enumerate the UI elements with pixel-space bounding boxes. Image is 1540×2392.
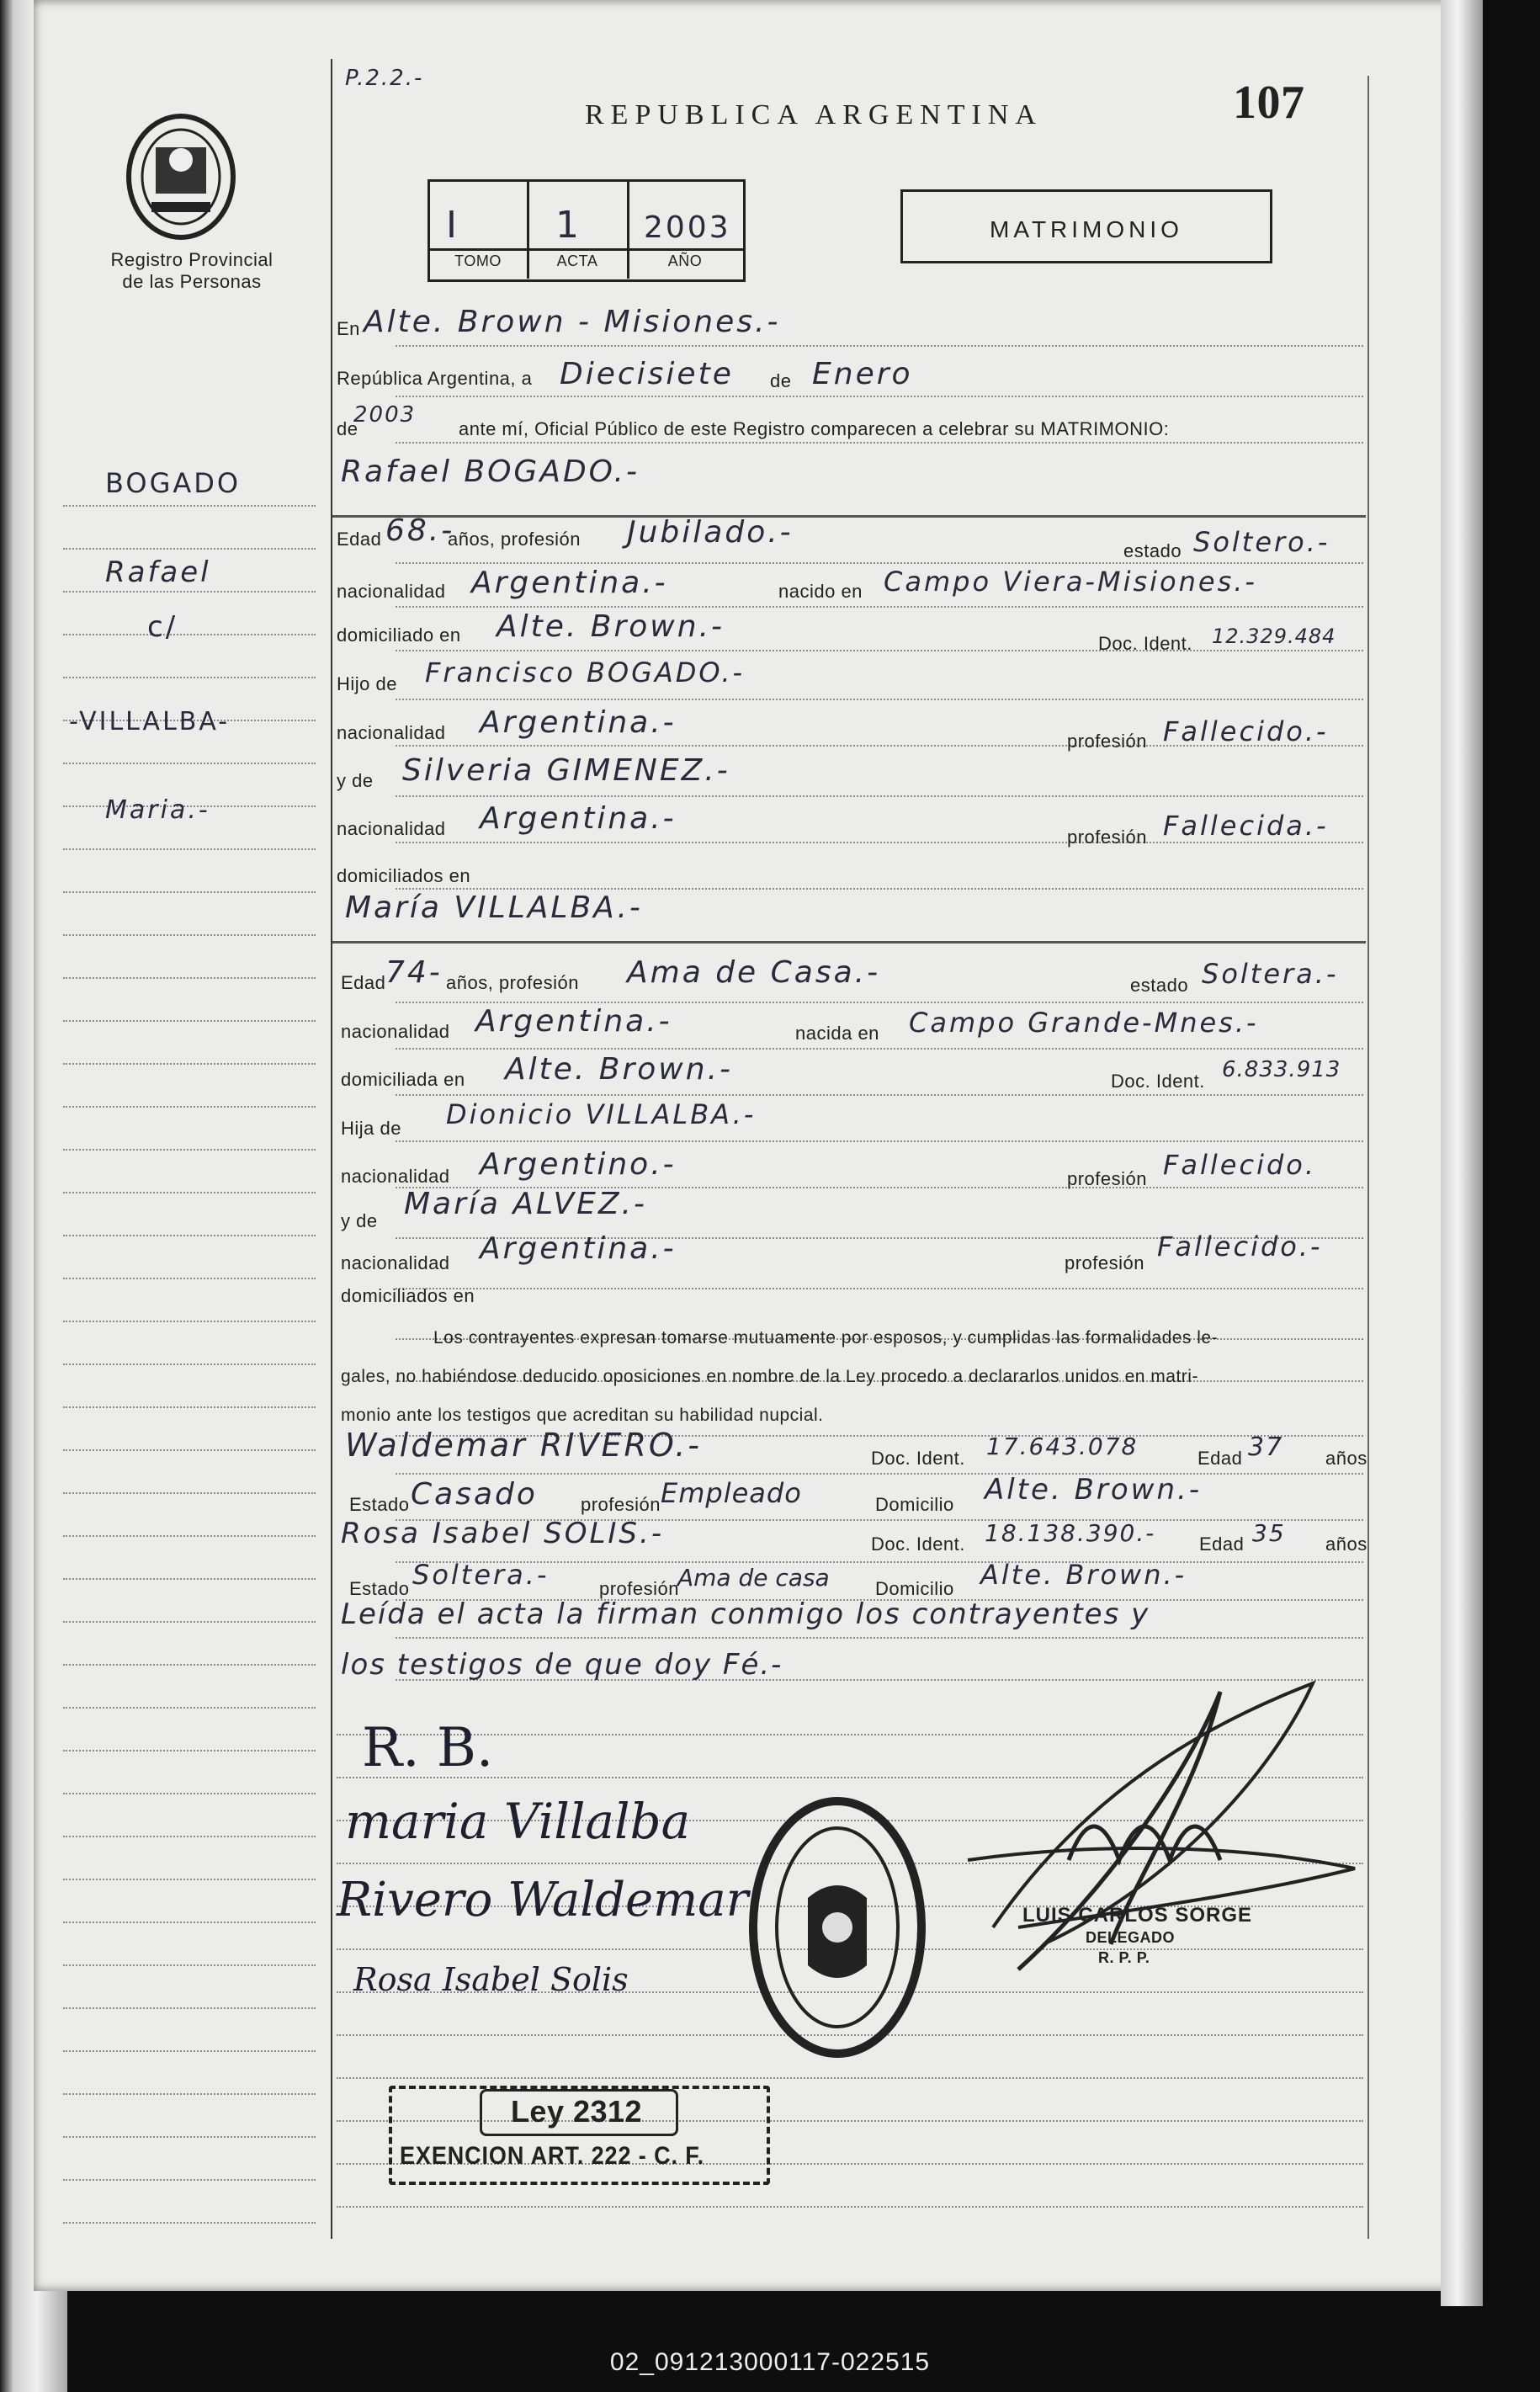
witness2-edad: 35 [1252,1519,1286,1547]
ante-text: ante mí, Oficial Público de este Registro comparecen a celebrar su MATRIMONIO: [459,418,1170,439]
groom-hijo-label: Hijo de [337,673,397,694]
form-line [337,2206,1363,2208]
groom-domiciliado-label: domiciliado en [337,625,461,646]
section-rule [332,515,1366,518]
bride-domiciliada-label: domiciliada en [341,1069,465,1090]
margin-note-surname: BOGADO [105,467,242,499]
bride-estado: Soltera.- [1202,958,1339,990]
groom-nacionalidad: Argentina.- [471,566,668,600]
groom-edad: 68.- [385,513,455,548]
witness1-profesion: Empleado [661,1477,802,1509]
en-value: Alte. Brown - Misiones.- [364,305,781,339]
form-line [396,396,1363,397]
bride-signature: maria Villalba [345,1793,691,1850]
registry-name: Registro Provincial de las Personas [110,249,273,292]
margin-line [63,2136,316,2138]
witness1-estado-label: Estado [349,1494,410,1515]
witness1-signature: Rivero Waldemar [337,1873,749,1927]
margin-line [63,1879,316,1880]
margin-line [63,1922,316,1923]
margin-line [63,891,316,893]
margin-line [63,1149,316,1151]
witness2-estado: Soltera.- [412,1559,550,1591]
margin-line [63,1964,316,1966]
form-line [396,842,1363,843]
margin-line [63,1707,316,1709]
official-stamp-name: LUIS CARLOS SORGE [1022,1904,1253,1927]
margin-line [63,1578,316,1580]
form-line [396,795,1363,797]
margin-line [63,634,316,635]
form-line [396,442,1363,444]
mes-value: Enero [812,357,913,391]
tomo-value: I [446,204,459,247]
margin-line [63,1750,316,1751]
margin-line [63,934,316,936]
witness1-edad-label: Edad [1197,1448,1243,1469]
witness2-doc-label: Doc. Ident. [871,1534,965,1555]
declaration-line: gales, no habiéndose deducido oposiciones en nombre de la Ley procedo a declararlos unidos en matri- [341,1367,1198,1386]
margin-line [63,1535,316,1537]
bride-madre-prof: Fallecido.- [1157,1231,1323,1262]
margin-line [63,1449,316,1451]
form-line [396,1473,1363,1475]
provincial-seal-icon [118,109,244,244]
form-line [337,2077,1363,2079]
groom-nacionalidad-label: nacionalidad [337,581,446,602]
witness1-doc: 17.643.078 [986,1433,1139,1460]
bride-profesion: Ama de Casa.- [627,955,881,990]
bride-padre-prof: Fallecido. [1163,1149,1317,1181]
margin-line [63,1020,316,1022]
bride-padre-prof-label: profesión [1067,1168,1148,1189]
declaration-line: monio ante los testigos que acreditan su habilidad nupcial. [341,1406,824,1425]
declaration-line: Los contrayentes expresan tomarse mutuamente por esposos, y cumplidas las formalidades le- [433,1328,1219,1347]
bride-padre-nac: Argentino.- [480,1147,677,1182]
groom-madre-nac-label: nacionalidad [337,818,446,839]
form-line [396,1288,1363,1289]
bride-nacida-label: nacida en [795,1023,879,1044]
form-line [396,562,1363,564]
margin-note-bride-surname: -VILLALBA- [69,707,231,736]
margin-note-conj: c/ [147,610,178,644]
pencil-note: P.2.2.- [345,66,424,91]
bride-yde-label: y de [341,1210,378,1231]
witness2-estado-label: Estado [349,1578,410,1599]
section-rule [332,941,1366,944]
bride-domiciliados-label: domiciliados en [341,1285,475,1306]
groom-madre-prof-label: profesión [1067,827,1148,848]
groom-padre-prof-label: profesión [1067,731,1148,752]
page-number: 107 [1233,77,1305,129]
groom-nacido: Campo Viera-Misiones.- [884,566,1257,598]
witness1-anos-label: años [1325,1448,1367,1469]
margin-line [63,2222,316,2224]
groom-edad-label: Edad [337,529,382,550]
act-type: MATRIMONIO [990,216,1183,242]
groom-estado: Soltero.- [1193,526,1330,558]
witness1-domicilio: Alte. Brown.- [985,1473,1203,1507]
tax-stamp-exemption: EXENCION ART. 222 - C. F. [400,2142,705,2170]
closing-line: Leída el acta la firman conmigo los contrayentes y [341,1597,1150,1631]
groom-doc-label: Doc. Ident. [1098,633,1192,654]
bride-profesion-label: años, profesión [446,972,579,993]
bride-doc: 6.833.913 [1222,1057,1341,1082]
witness1-edad: 37 [1248,1433,1284,1462]
bride-nacionalidad: Argentina.- [475,1004,672,1039]
form-line [396,1094,1363,1096]
margin-line [63,548,316,550]
witness2-anos-label: años [1325,1534,1367,1555]
groom-yde-label: y de [337,770,374,791]
margin-line [63,2050,316,2052]
margin-line [63,848,316,850]
margin-line [63,1278,316,1279]
acta-value: 1 [555,204,581,247]
witness1-estado: Casado [411,1477,538,1512]
bride-edad: 74- [385,955,443,990]
margin-line [63,1321,316,1322]
bride-nacionalidad-label: nacionalidad [341,1021,450,1042]
margin-line [63,1664,316,1666]
country-heading: REPUBLICA ARGENTINA [585,99,1043,130]
margin-line [63,2093,316,2095]
margin-note-first-name: Rafael [105,555,211,589]
margin-line [63,2179,316,2181]
witness2-domicilio-label: Domicilio [875,1578,954,1599]
ano-value: 2003 [644,210,731,245]
groom-madre: Silveria GIMENEZ.- [402,753,730,788]
witness1-profesion-label: profesión [581,1494,661,1515]
witness1-doc-label: Doc. Ident. [871,1448,965,1469]
witness2-domicilio: Alte. Brown.- [980,1559,1187,1591]
margin-line [63,1406,316,1408]
official-stamp-org: R. P. P. [1098,1949,1150,1966]
witness2-edad-label: Edad [1199,1534,1245,1555]
groom-estado-label: estado [1123,540,1182,561]
form-line [396,888,1363,890]
bride-edad-label: Edad [341,972,386,993]
margin-line [63,2007,316,2009]
form-line [396,1048,1363,1050]
bride-estado-label: estado [1130,975,1189,996]
witness2-profesion-label: profesión [599,1578,680,1599]
bride-padre-nac-label: nacionalidad [341,1166,450,1187]
margin-line [63,1793,316,1794]
bride-hija-label: Hija de [341,1118,401,1139]
margin-line [63,1836,316,1837]
witness1-domicilio-label: Domicilio [875,1494,954,1515]
de2-label: de [337,418,358,439]
margin-rule [331,59,332,2239]
form-line [396,345,1363,347]
bride-domiciliada: Alte. Brown.- [505,1052,733,1087]
tomo-label: TOMO [454,252,502,269]
bride-nacida: Campo Grande-Mnes.- [909,1007,1259,1039]
margin-line [63,977,316,979]
bride-doc-label: Doc. Ident. [1111,1071,1205,1092]
ano-label: AÑO [667,252,703,269]
page-edge [1441,0,1483,2306]
bride-madre-prof-label: profesión [1065,1252,1145,1273]
ano-value-intro: 2003 [353,402,417,428]
margin-line [63,1063,316,1065]
groom-padre-nac-label: nacionalidad [337,722,446,743]
bride-madre-nac: Argentina.- [480,1231,677,1266]
margin-line [63,1235,316,1236]
margin-line [63,677,316,678]
witness2-signature: Rosa Isabel Solis [353,1961,629,1998]
groom-profesion: Jubilado.- [627,515,794,550]
form-line [396,1002,1363,1003]
groom-signature: R. B. [362,1717,494,1779]
groom-domiciliados-label: domiciliados en [337,865,471,886]
groom-domiciliado: Alte. Brown.- [497,609,725,644]
form-line [396,1140,1363,1142]
groom-padre: Francisco BOGADO.- [425,656,746,688]
margin-line [63,505,316,507]
witness2-name: Rosa Isabel SOLIS.- [341,1517,665,1550]
bride-name: María VILLALBA.- [345,890,643,925]
document-id: 02_091213000117-022515 [609,2348,931,2376]
margin-line [63,763,316,764]
margin-line [63,591,316,593]
closing-line: los testigos de que doy Fé.- [341,1648,783,1682]
groom-nacido-label: nacido en [778,581,863,602]
official-round-seal-icon [741,1789,934,2075]
official-signature-icon [917,1675,1372,1995]
margin-line [63,1106,316,1108]
margin-line [63,1621,316,1623]
form-line [396,650,1363,651]
form-line [396,699,1363,700]
witness2-profesion: Ama de casa [677,1564,830,1592]
groom-padre-prof: Fallecido.- [1163,715,1329,747]
republica-label: República Argentina, a [337,368,533,389]
tax-stamp-law: Ley 2312 [510,2094,643,2129]
witness2-doc: 18.138.390.- [985,1519,1156,1547]
groom-name: Rafael BOGADO.- [341,454,640,489]
bride-padre: Dionicio VILLALBA.- [446,1098,757,1130]
witness1-name: Waldemar RIVERO.- [345,1427,703,1464]
form-line [396,606,1363,608]
groom-padre-nac: Argentina.- [480,705,677,740]
margin-note-bride-name: Maria.- [105,795,210,825]
margin-line [63,1492,316,1494]
form-line [396,1637,1363,1639]
groom-profesion-label: años, profesión [448,529,581,550]
divider [427,248,743,251]
margin-line [63,1363,316,1365]
groom-madre-nac: Argentina.- [480,801,677,836]
groom-madre-prof: Fallecida.- [1163,810,1329,842]
acta-label: ACTA [556,252,598,269]
dia-value: Diecisiete [560,357,734,391]
bride-madre: María ALVEZ.- [404,1187,647,1221]
margin-line [63,1192,316,1193]
de-label: de [770,370,792,391]
en-label: En [337,318,360,339]
official-stamp-role: DELEGADO [1086,1929,1176,1946]
bride-madre-nac-label: nacionalidad [341,1252,450,1273]
groom-doc: 12.329.484 [1212,625,1336,648]
